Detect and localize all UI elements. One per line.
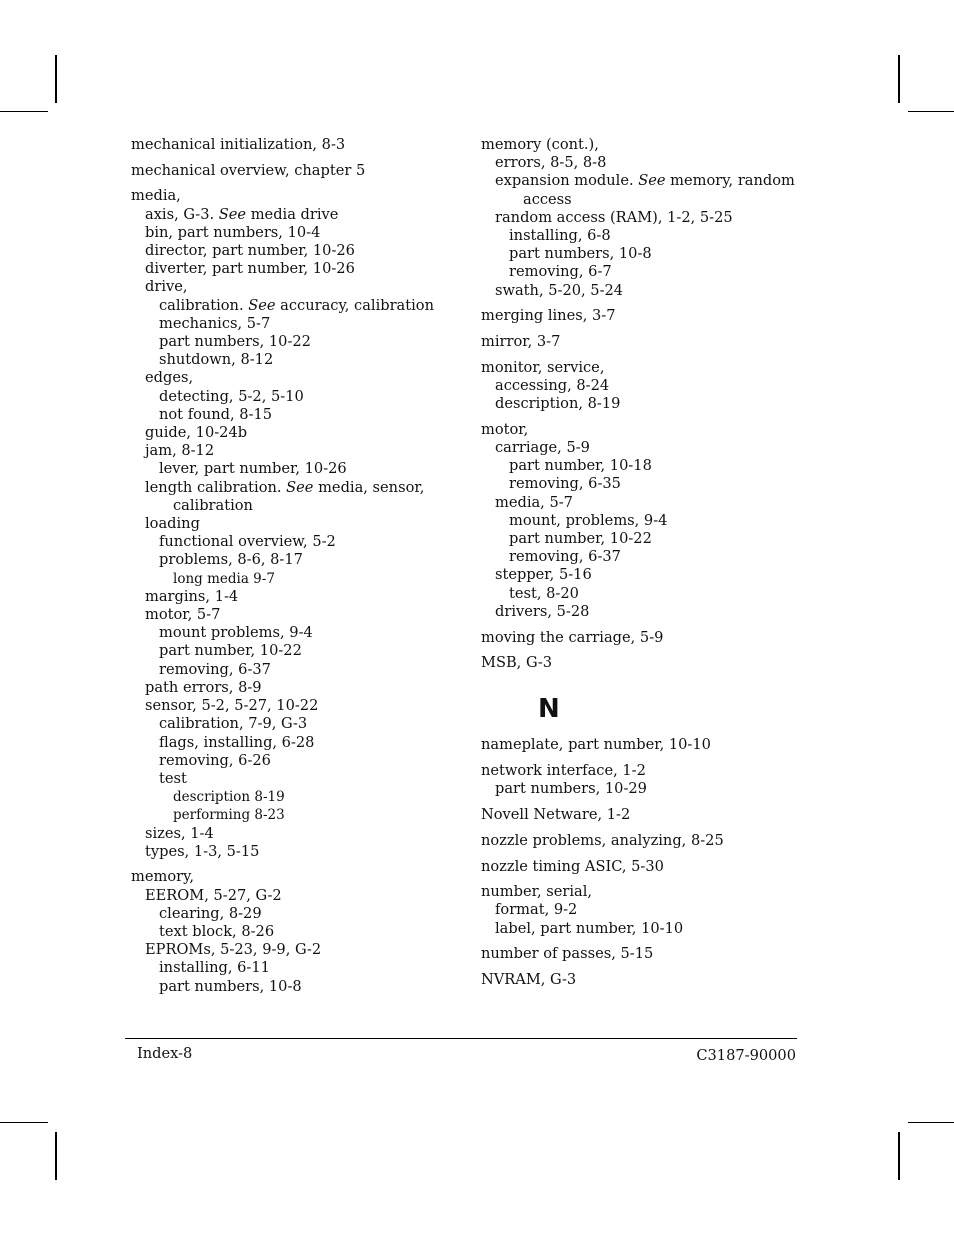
index-subsubentry: mount problems, 9-4 [159, 624, 313, 642]
index-subentry [131, 479, 471, 497]
index-subsubentry: installing, 6-8 [509, 227, 611, 245]
crop-mark [908, 1122, 954, 1123]
entry-text: media drive [246, 205, 339, 223]
index-subsubentry: detecting, 5-2, 5-10 [159, 387, 304, 405]
entry-text: axis, G-3. [145, 205, 219, 223]
index-entry: moving the carriage, 5-9 [481, 628, 664, 646]
index-subentry: loading [145, 515, 200, 533]
index-subsubentry: shutdown, 8-12 [159, 351, 274, 369]
footer-rule [125, 1038, 797, 1039]
see-reference: See [218, 205, 247, 223]
index-subsubentry: clearing, 8-29 [159, 904, 262, 922]
index-continuation: access [523, 190, 572, 208]
index-subentry: random access (RAM), 1-2, 5-25 [495, 208, 733, 226]
index-subsubentry: removing, 6-35 [509, 475, 621, 493]
index-continuation: calibration [173, 496, 253, 514]
index-entry: nozzle timing ASIC, 5-30 [481, 857, 664, 875]
index-subentry: types, 1-3, 5-15 [145, 842, 260, 860]
index-subentry: path errors, 8-9 [145, 678, 262, 696]
index-subsubentry: problems, 8-6, 8-17 [159, 551, 303, 569]
index-subentry: drive, [145, 278, 188, 296]
index-subsubentry: part number, 10-22 [159, 642, 302, 660]
index-subsubentry: flags, installing, 6-28 [159, 733, 315, 751]
index-subsubsubentry: description 8-19 [173, 789, 285, 806]
crop-mark [0, 111, 48, 112]
entry-text: calibration. [159, 296, 249, 314]
index-entry: MSB, G-3 [481, 654, 553, 672]
entry-text: expansion module. [495, 172, 639, 190]
index-entry: Novell Netware, 1-2 [481, 806, 631, 824]
index-subentry: edges, [145, 369, 194, 387]
index-subentry: margins, 1-4 [145, 587, 239, 605]
index-subsubentry: removing, 6-37 [159, 660, 271, 678]
index-subentry: errors, 8-5, 8-8 [495, 154, 607, 172]
index-subentry: jam, 8-12 [145, 442, 215, 460]
entry-text: memory, random [665, 172, 795, 190]
index-subsubentry: part number, 10-22 [509, 530, 652, 548]
index-subsubentry: calibration, 7-9, G-3 [159, 715, 308, 733]
see-reference: See [248, 296, 276, 314]
index-subsubentry: lever, part number, 10-26 [159, 460, 347, 478]
index-subsubentry: part numbers, 10-8 [159, 977, 302, 995]
index-subsubentry: not found, 8-15 [159, 405, 273, 423]
index-entry: motor, [481, 420, 529, 438]
index-subentry [131, 206, 471, 224]
index-subsubentry: removing, 6-7 [509, 263, 612, 281]
index-subentry: sizes, 1-4 [145, 824, 214, 842]
index-subentry: sensor, 5-2, 5-27, 10-22 [145, 697, 319, 715]
section-letter-heading: N [538, 694, 560, 725]
crop-mark [898, 55, 900, 103]
page-number: Index-8 [137, 1045, 193, 1062]
index-entry: nameplate, part number, 10-10 [481, 736, 711, 754]
index-subsubentry: part number, 10-18 [509, 457, 652, 475]
index-entry: NVRAM, G-3 [481, 971, 577, 989]
index-subentry: part numbers, 10-29 [495, 780, 647, 798]
index-subsubentry: text block, 8-26 [159, 923, 275, 941]
index-subentry: swath, 5-20, 5-24 [495, 281, 624, 299]
index-subentry: description, 8-19 [495, 395, 621, 413]
index-subentry: drivers, 5-28 [495, 602, 590, 620]
crop-mark [908, 111, 954, 112]
index-subsubentry: mount, problems, 9-4 [509, 511, 668, 529]
index-subentry: guide, 10-24b [145, 424, 248, 442]
index-entry: memory, [131, 868, 195, 886]
crop-mark [55, 1132, 57, 1180]
index-subentry: director, part number, 10-26 [145, 242, 355, 260]
index-subsubentry: part numbers, 10-22 [159, 333, 311, 351]
index-entry: mechanical initialization, 8-3 [131, 136, 346, 153]
index-entry: media, [131, 187, 181, 205]
entry-text: media, sensor, [313, 478, 425, 496]
index-subentry: format, 9-2 [495, 901, 578, 919]
index-subentry: stepper, 5-16 [495, 566, 592, 584]
index-subentry: EPROMs, 5-23, 9-9, G-2 [145, 941, 322, 959]
index-subsubentry: mechanics, 5-7 [159, 314, 271, 332]
index-subentry [481, 172, 821, 190]
index-subentry: carriage, 5-9 [495, 439, 590, 457]
index-entry: number of passes, 5-15 [481, 945, 654, 963]
index-subsubentry: removing, 6-37 [509, 548, 621, 566]
entry-text: length calibration. [145, 478, 287, 496]
index-subentry: accessing, 8-24 [495, 376, 610, 394]
index-right-column [481, 136, 821, 989]
index-subsubentry: removing, 6-26 [159, 751, 271, 769]
index-entry: number, serial, [481, 883, 593, 901]
crop-mark [55, 55, 57, 103]
crop-mark [0, 1122, 48, 1123]
index-subentry: diverter, part number, 10-26 [145, 260, 355, 278]
index-subsubentry: functional overview, 5-2 [159, 533, 336, 551]
index-entry: memory (cont.), [481, 136, 599, 153]
index-subsubentry [131, 297, 471, 315]
index-subsubsubentry: performing 8-23 [173, 807, 285, 824]
crop-mark [898, 1132, 900, 1180]
index-entry: mirror, 3-7 [481, 333, 561, 351]
index-subentry: EEROM, 5-27, G-2 [145, 886, 282, 904]
index-entry: network interface, 1-2 [481, 762, 646, 780]
see-reference: See [286, 478, 314, 496]
see-reference: See [638, 172, 666, 190]
index-subsubentry: test, 8-20 [509, 584, 579, 602]
document-number: C3187-90000 [696, 1047, 796, 1064]
index-subentry: bin, part numbers, 10-4 [145, 223, 321, 241]
index-entry: merging lines, 3-7 [481, 307, 616, 325]
index-subentry: motor, 5-7 [145, 606, 221, 624]
index-entry: mechanical overview, chapter 5 [131, 161, 366, 179]
index-left-column [131, 136, 471, 996]
index-subsubsubentry: long media 9-7 [173, 570, 275, 587]
index-subsubentry: test [159, 769, 187, 787]
index-subsubentry: part numbers, 10-8 [509, 245, 652, 263]
index-entry: monitor, service, [481, 358, 605, 376]
entry-text: accuracy, calibration [275, 296, 434, 314]
index-entry: nozzle problems, analyzing, 8-25 [481, 831, 724, 849]
index-subsubentry: installing, 6-11 [159, 959, 270, 977]
index-subentry: label, part number, 10-10 [495, 919, 684, 937]
index-subentry: media, 5-7 [495, 493, 573, 511]
